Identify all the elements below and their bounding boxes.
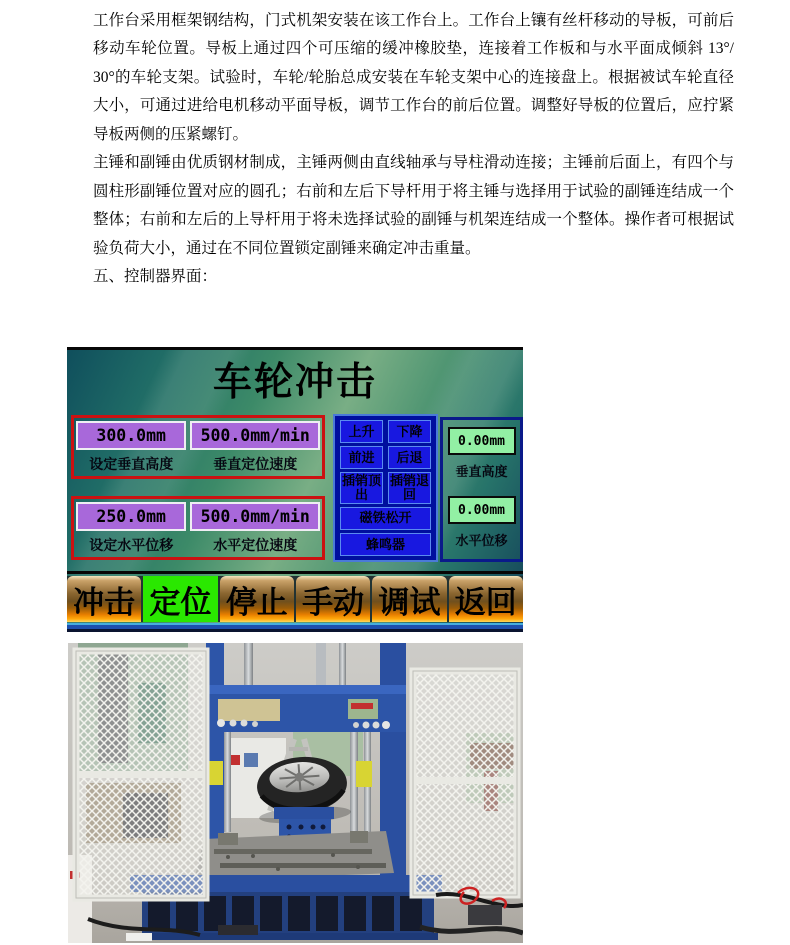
hmi-bottom-line-dark [67, 629, 523, 632]
hmi-controller-screenshot [67, 347, 523, 632]
vertical-height-readout: 0.00mm [448, 427, 516, 455]
hmi-title: 车轮冲击 [212, 361, 377, 404]
jog-row-1 [340, 420, 431, 443]
menu-debug-button[interactable]: 调试 [372, 576, 446, 622]
section-heading-controller: 五、控制器界面： [93, 268, 218, 286]
paragraph-worktable: 工作台采用框架钢结构，门式机架安装在该工作台上。工作台上镶有丝杆移动的导板，可前后移动车轮位置。导板上通过四个可压缩的缓冲橡胶垫，连接着工作板和与水平面成倾斜 13°/ 30°的车轮支架。试验时，车轮/轮胎总成安装在车轮支架中心的连接盘上。根据被试车轮直径大小，可通过进给电机移动平面导板，调节工作台的前后位置。调整好导板的位置后，应拧紧导板两侧的压紧螺钉。 [93, 12, 734, 143]
set-horizontal-disp-field[interactable]: 250.0mm [76, 502, 186, 531]
hmi-menu-bar [67, 576, 523, 622]
jog-row-5 [340, 533, 431, 556]
set-vertical-height-field[interactable]: 300.0mm [76, 421, 186, 450]
set-vertical-height-label: 设定垂直高度 [89, 458, 174, 473]
jog-button-panel [333, 414, 438, 562]
vertical-settings-group [71, 415, 325, 479]
jog-row-4 [340, 507, 431, 530]
horizontal-disp-readout: 0.00mm [448, 496, 516, 524]
set-horizontal-disp-group [76, 502, 186, 555]
vertical-height-readout-label: 垂直高度 [455, 464, 508, 479]
menu-position-button[interactable]: 定位 [143, 576, 217, 622]
worktable-bed [194, 831, 394, 881]
lower-button[interactable]: 下降 [388, 420, 431, 443]
menu-return-button[interactable]: 返回 [449, 576, 523, 622]
magnet-release-button[interactable]: 磁铁松开 [340, 507, 431, 530]
safety-cage-right [413, 671, 517, 895]
pin-retract-button[interactable]: 插销退回 [389, 473, 429, 502]
set-vertical-height-group [76, 421, 186, 474]
set-horizontal-disp-label: 设定水平位移 [89, 539, 174, 554]
paragraph-hammers: 主锤和副锤由优质钢材制成，主锤两侧由直线轴承与导柱滑动连接；主锤前后面上，有四个与圆柱形副锤位置对应的圆孔；右前和左后下导杆用于将主锤与选择用于试验的副锤连结成一个整体；右前和左后的上导杆用于将未选择试验的副锤与机架连结成一个整体。操作者可根据试验负荷大小，通过在不同位置锁定副锤来确定冲击重量。 [93, 154, 734, 257]
pin-eject-button[interactable]: 插销顶出 [341, 473, 381, 502]
forward-button[interactable]: 前进 [340, 446, 383, 469]
document-body-text [93, 7, 734, 292]
hmi-top-border [67, 347, 523, 350]
horizontal-speed-label: 水平定位速度 [213, 539, 298, 554]
hmi-separator-line [67, 571, 523, 574]
horizontal-speed-field[interactable]: 500.0mm/min [190, 502, 320, 531]
vertical-speed-group [190, 421, 320, 474]
safety-cage-left [76, 651, 206, 898]
raise-button[interactable]: 上升 [340, 420, 383, 443]
machine-photo-svg [68, 643, 523, 943]
machine-photo [68, 643, 523, 943]
vertical-speed-label: 垂直定位速度 [213, 458, 298, 473]
horizontal-disp-readout-label: 水平位移 [455, 533, 508, 548]
horizontal-settings-group [71, 496, 325, 560]
menu-stop-button[interactable]: 停止 [220, 576, 294, 622]
menu-impact-button[interactable]: 冲击 [67, 576, 141, 622]
buzzer-button[interactable]: 蜂鸣器 [340, 533, 431, 556]
menu-manual-button[interactable]: 手动 [296, 576, 370, 622]
readout-panel [440, 417, 523, 562]
horizontal-speed-group [190, 502, 320, 555]
jog-row-2 [340, 446, 431, 469]
jog-row-3 [340, 472, 431, 503]
vertical-speed-field[interactable]: 500.0mm/min [190, 421, 320, 450]
backward-button[interactable]: 后退 [388, 446, 431, 469]
